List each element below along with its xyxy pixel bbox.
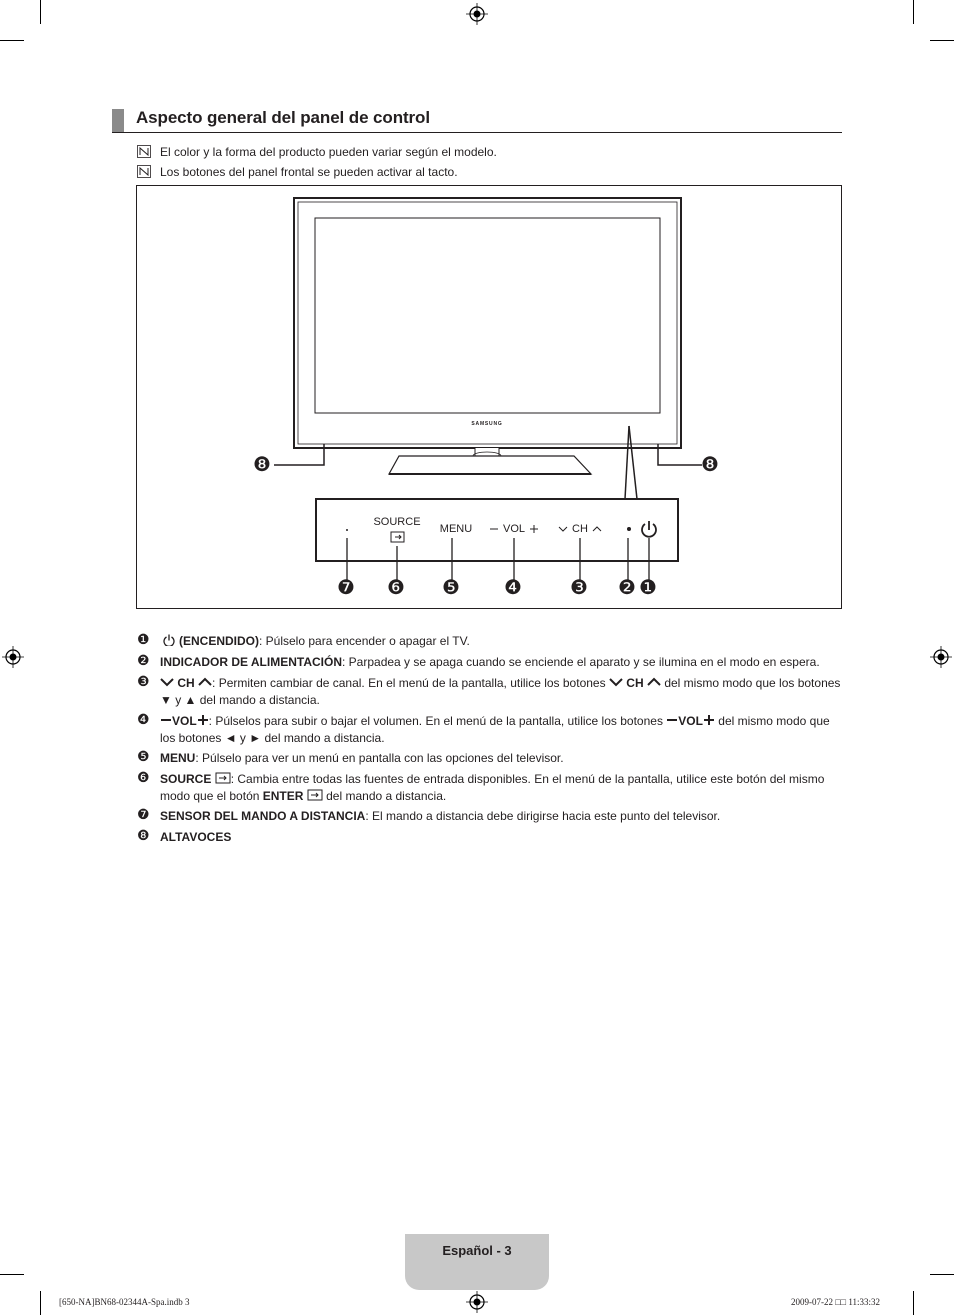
- item-number: ❸: [137, 673, 150, 689]
- crop-mark: [930, 1274, 954, 1275]
- power-icon: [162, 634, 176, 646]
- callout-3: ❸: [570, 577, 588, 599]
- callout-4: ❹: [504, 577, 522, 599]
- chevron-down-icon: [160, 677, 174, 687]
- callout-7: ❼: [337, 577, 355, 599]
- note-icon: [137, 165, 151, 178]
- list-item: SOURCE : Cambia entre todas las fuentes de entrada disponibles. En el menú de la pantalla, utilice este botón del mismo modo que el botón ENTER del mando a distancia.: [160, 772, 825, 803]
- timestamp: 2009-07-22 □□ 11:33:32: [791, 1297, 881, 1307]
- file-name: [650-NA]BN68-02344A-Spa.indb 3: [59, 1297, 190, 1307]
- crop-mark: [40, 0, 41, 24]
- callout-8-right: ❽: [701, 454, 719, 476]
- crop-mark: [0, 1274, 24, 1275]
- registration-mark-icon: [466, 3, 488, 25]
- note-text: Los botones del panel frontal se pueden activar al tacto.: [160, 165, 458, 179]
- item-number: ❽: [137, 827, 150, 843]
- crop-mark: [913, 0, 914, 24]
- page-number: Español - 3: [442, 1243, 512, 1258]
- plus-icon: [197, 715, 209, 725]
- crop-mark: [930, 40, 954, 41]
- menu-label: MENU: [439, 523, 473, 535]
- minus-icon: [666, 715, 678, 725]
- crop-mark: [0, 40, 24, 41]
- chevron-down-icon: [609, 677, 623, 687]
- control-panel-diagram: [136, 185, 842, 609]
- callout-2: ❷: [618, 577, 636, 599]
- item-number: ❻: [137, 769, 150, 785]
- chevron-up-icon: [198, 677, 212, 687]
- title-accent-bar: [112, 109, 124, 133]
- crop-mark: [913, 1291, 914, 1315]
- list-item: SENSOR DEL MANDO A DISTANCIA: El mando a distancia debe dirigirse hacia este punto del televisor.: [160, 809, 721, 823]
- source-input-icon: [215, 772, 231, 784]
- callout-6: ❻: [387, 577, 405, 599]
- note-text: El color y la forma del producto pueden variar según el modelo.: [160, 145, 497, 159]
- list-item: MENU: Púlselo para ver un menú en pantalla con las opciones del televisor.: [160, 751, 564, 765]
- list-item: (ENCENDIDO): Púlselo para encender o apagar el TV.: [160, 633, 844, 650]
- tv-illustration: [137, 186, 841, 608]
- item-number: ❼: [137, 806, 150, 822]
- chevron-up-icon: [647, 677, 661, 687]
- item-number: ❺: [137, 748, 150, 764]
- registration-mark-icon: [2, 646, 24, 668]
- list-item: INDICADOR DE ALIMENTACIÓN: Parpadea y se apaga cuando se enciende el aparato y se ilumina en el modo en espera.: [160, 655, 820, 669]
- vol-label: VOL: [502, 523, 525, 535]
- callout-1: ❶: [639, 577, 657, 599]
- list-item: ALTAVOCES: [160, 830, 232, 844]
- ch-label: CH: [572, 523, 588, 535]
- note-icon: [137, 145, 151, 158]
- list-item: VOL : Púlselos para subir o bajar el volumen. En el menú de la pantalla, utilice los botones VOL del mismo modo que los botones ◄ y ► del mando a distancia.: [160, 714, 830, 745]
- registration-mark-icon: [930, 646, 952, 668]
- crop-mark: [40, 1291, 41, 1315]
- registration-mark-icon: [466, 1291, 488, 1313]
- enter-icon: [307, 789, 323, 801]
- section-title: Aspecto general del panel de control: [136, 108, 430, 127]
- brand-logo: SAMSUNG: [471, 421, 503, 427]
- item-number: ❶: [137, 631, 150, 647]
- plus-icon: [703, 715, 715, 725]
- item-number: ❷: [137, 652, 150, 668]
- list-item: CH : Permiten cambiar de canal. En el menú de la pantalla, utilice los botones CH del mismo modo que los botones ▼ y ▲ del mando a distancia.: [160, 676, 841, 707]
- callout-8-left: ❽: [253, 454, 271, 476]
- title-divider: [112, 132, 842, 133]
- source-label: SOURCE: [373, 516, 421, 528]
- minus-icon: [160, 715, 172, 725]
- item-number: ❹: [137, 711, 150, 727]
- callout-5: ❺: [442, 577, 460, 599]
